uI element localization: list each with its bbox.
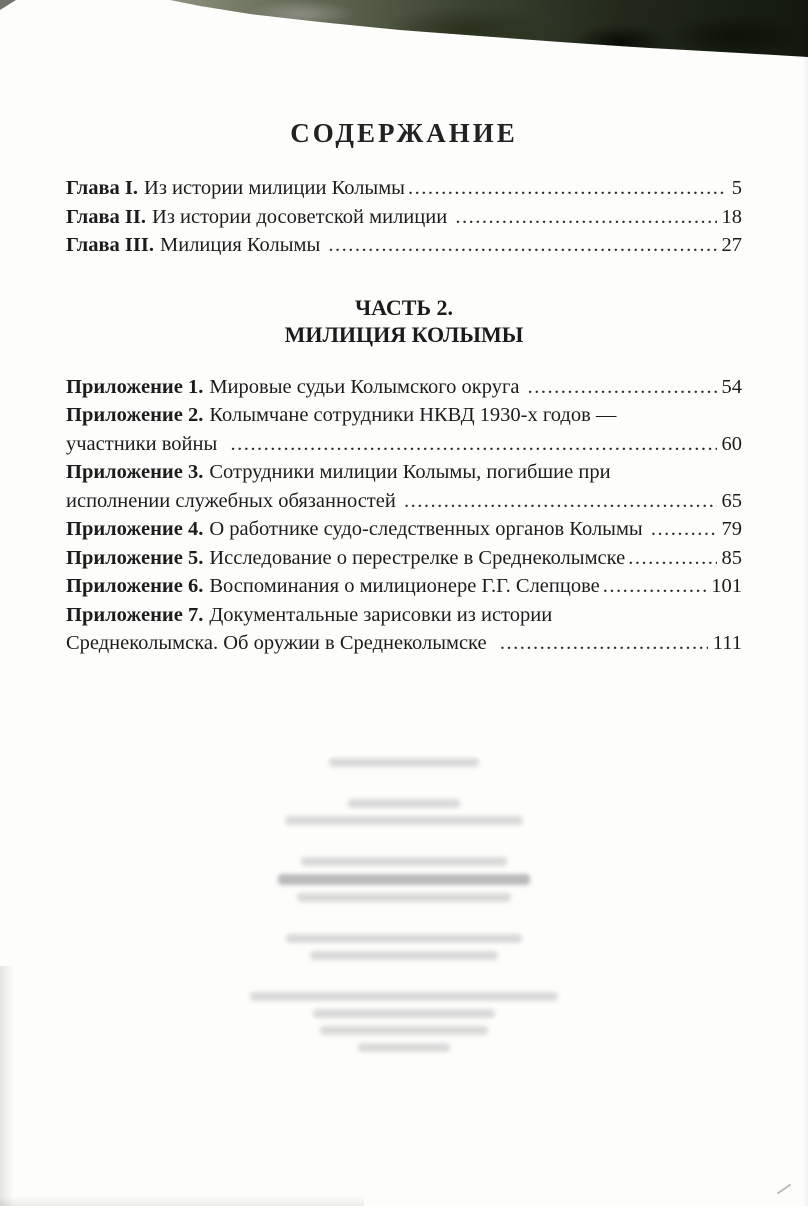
appendix-label: Приложение 7. <box>66 603 204 626</box>
chapter-label: Глава III. <box>66 234 154 256</box>
part-heading-line1: ЧАСТЬ 2. <box>354 294 454 320</box>
toc-entry-chapter-2 <box>66 203 742 232</box>
chapter-title: Милиция Колымы <box>160 234 326 256</box>
page-number: 54 <box>721 375 742 398</box>
page-number: 5 <box>731 177 742 199</box>
bleedthrough-line <box>286 934 522 943</box>
appendix-title-continued: участники войны <box>66 432 228 455</box>
toc-title: СОДЕРЖАНИЕ <box>290 118 518 148</box>
bleedthrough-line <box>301 857 507 866</box>
scan-edge-shadow-left <box>0 966 14 1206</box>
dot-leader <box>408 174 727 203</box>
bleedthrough-text <box>66 754 742 1056</box>
appendix-title: Мировые судьи Колымского округа <box>209 375 525 398</box>
dot-leader <box>528 373 717 402</box>
appendix-label: Приложение 2. <box>66 404 204 426</box>
appendix-list <box>66 373 742 658</box>
appendix-label: Приложение 5. <box>66 546 204 569</box>
appendix-title: Воспоминания о милиционере Г.Г. Слепцове <box>209 575 600 597</box>
toc-entry-appendix-5 <box>66 544 742 573</box>
chapter-title: Из истории милиции Колымы <box>144 177 405 199</box>
page-number: 101 <box>711 575 742 597</box>
page-number: 27 <box>721 234 742 256</box>
dot-leader <box>328 231 716 260</box>
bleedthrough-line <box>310 951 498 960</box>
toc-entry-appendix-6 <box>66 572 742 601</box>
dot-leader <box>651 515 717 544</box>
dot-leader <box>230 430 716 459</box>
bleedthrough-line <box>285 816 523 825</box>
dot-leader <box>603 572 706 601</box>
page-number: 18 <box>721 205 742 228</box>
chapter-label: Глава II. <box>66 205 147 228</box>
appendix-label: Приложение 6. <box>66 575 204 597</box>
appendix-title: О работнике судо-следственных органов Колымы <box>209 518 648 540</box>
part-heading-line2: МИЛИЦИЯ КОЛЫМЫ <box>284 322 524 347</box>
page-number: 79 <box>721 518 742 540</box>
toc-entry-appendix-2-line2 <box>66 430 742 459</box>
dot-leader <box>455 203 716 232</box>
chapter-label: Глава I. <box>66 177 139 199</box>
appendix-label: Приложение 4. <box>66 518 204 540</box>
bleedthrough-line <box>348 799 460 808</box>
toc-entry-chapter-3 <box>66 231 742 260</box>
page-number: 111 <box>712 632 742 654</box>
appendix-title-continued: Среднеколымска. Об оружии в Среднеколымске <box>66 632 497 654</box>
dot-leader <box>404 487 717 516</box>
toc-entry-appendix-2-line1 <box>66 401 742 430</box>
appendix-title: Сотрудники милиции Колымы, погибшие при <box>209 461 611 483</box>
part-heading <box>66 294 742 349</box>
bleedthrough-line <box>313 1009 495 1018</box>
dot-leader <box>500 629 708 658</box>
appendix-title-continued: исполнении служебных обязанностей <box>66 489 401 512</box>
appendix-label: Приложение 3. <box>66 461 204 483</box>
toc-entry-appendix-3-line1 <box>66 458 742 487</box>
chapter-title: Из истории досоветской милиции <box>152 205 453 228</box>
scan-edge-shadow-bottom <box>0 1196 364 1206</box>
page-number: 85 <box>721 546 742 569</box>
page-number: 65 <box>721 489 742 512</box>
bleedthrough-line <box>278 874 530 885</box>
bleedthrough-line <box>358 1043 450 1052</box>
toc-entry-appendix-3-line2 <box>66 487 742 516</box>
appendix-title: Документальные зарисовки из истории <box>209 603 553 626</box>
toc-entry-chapter-1 <box>66 174 742 203</box>
appendix-title: Исследование о перестрелке в Среднеколымске <box>209 546 626 569</box>
scan-scratch-mark <box>777 1184 791 1195</box>
bleedthrough-line <box>329 758 479 767</box>
bleedthrough-line <box>297 893 511 902</box>
page-number: 60 <box>721 432 742 455</box>
toc-entry-appendix-7-line2 <box>66 629 742 658</box>
bleedthrough-line <box>320 1026 488 1035</box>
bleedthrough-line <box>250 992 558 1001</box>
toc-entry-appendix-7-line1 <box>66 601 742 630</box>
toc-entry-appendix-4 <box>66 515 742 544</box>
chapter-list <box>66 174 742 260</box>
appendix-title: Колымчане сотрудники НКВД 1930-х годов — <box>209 404 617 426</box>
toc-entry-appendix-1 <box>66 373 742 402</box>
dot-leader <box>628 544 716 573</box>
appendix-label: Приложение 1. <box>66 375 204 398</box>
scan-edge-shadow-right <box>802 0 808 1206</box>
